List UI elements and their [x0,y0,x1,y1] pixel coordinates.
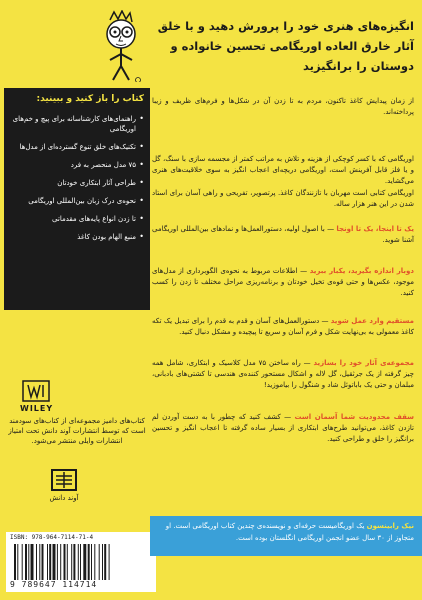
paragraph-text: — اطلاعات مربوط به نحوه‌ی الگوبرداری از مدل‌های موجود، عکس‌ها و حتی قوه‌ی تخیل خودتان و برنامه‌ریزی مراحل مختلف تا زدن را کسب کنید. [152,267,414,297]
paragraph-highlight: دوبار اندازه بگیرید، یکبار ببرید [309,267,414,275]
contents-list [10,114,144,250]
barcode-area [6,532,156,592]
list-item: • طراحی آثار ابتکاری خودتان [10,178,144,188]
paragraph [152,316,414,338]
contents-box-title: کتاب را باز کنید و ببینید: [36,94,144,104]
list-item: • تکنیک‌های خلق تنوع گسترده‌ای از مدل‌ها [10,142,144,152]
headline: انگیزه‌های هنری خود را پرورش دهید و با خلق آثار خارق العاده اوریگامی تحسین خانواده و دوستان را برانگیزید [157,19,414,73]
author-bio-text: یک اوریگامیست حرفه‌ای و نویسنده‌ی چندین کتاب اوریگامی است. او متجاوز از ۳۰ سال عضو انجمن اوریگامی انگلستان بوده است. [165,522,414,542]
author-bio [156,520,414,544]
paragraph-text: — راه ساختن ۷۵ مدل کلاسیک و ابتکاری، شامل همه چیز گرفته از یک جرثقیل، گل لاله و اشکال مستحور کننده‌ی هندسی تا کشتی‌های بادبانی، مبلمان و حتی یک باباتوئل شاد و شنگول را بیاموزید! [152,359,414,389]
paragraph [152,154,414,187]
list-item: • ۷۵ مدل منحصر به فرد [10,160,144,170]
publisher-logo-icon [50,468,78,492]
publisher-logo-label: آوند دانش [49,494,79,502]
paragraph-highlight: مجموعه‌ی آثار خود را بسازید [313,359,415,367]
paragraph-highlight: مستقیم وارد عمل شوید [330,317,414,325]
wiley-logo-icon [22,380,50,402]
paragraph-highlight: یک تا اینجا، یک تا اونجا [336,225,414,233]
paragraph-text: — کشف کنید که چطور با به دست آوردن لم تازدن کاغذ، می‌توانید طرح‌های ابتکاری از بسیار ساده گرفته تا اعجاب انگیز و تحسین برانگیز را خلق و طراحی کنید. [152,413,414,443]
paragraph-text: از زمان پیدایش کاغذ تاکنون، مردم به تا زدن آن در شکل‌ها و فرم‌های ظریف و زیبا پرداخته‌اند. [152,97,414,116]
contents-box [4,88,150,310]
paragraph [152,96,414,118]
right-panel [150,0,422,600]
paragraph-text: اوریگامی کتابی است مهربان با تازنندگان کاغذ. پرتصویر، تفریحی و راهی آسان برای استاد شدن در این هنر هزار ساله. [152,189,414,208]
list-item: • نحوه‌ی درک زبان بین‌المللی اوریگامی [10,196,144,206]
dummies-mascot-icon [96,10,144,82]
publisher-note: کتاب‌های دامیز مجموعه‌ای از کتاب‌های سودمند است که توسط انتشارات آوند دانش تحت امتیاز انتشارات وایلی منتشر می‌شود. [8,417,146,445]
paragraph [152,224,414,246]
left-panel [0,0,150,600]
paragraph [152,266,414,299]
paragraph-text: — با اصول اولیه، دستورالعمل‌ها و نمادهای بین‌المللی اوریگامی آشنا شوید. [152,225,414,244]
paragraph-text: — دستورالعمل‌های آسان و قدم به قدم را برای تبدیل یک تکه کاغذ معمولی به بی‌نهایت شکل و فرم آسان و سریع تا پیچیده و مشکل دنبال کنید. [152,317,414,336]
barcode-icon [12,544,150,580]
list-item: • تا زدن انواع پایه‌های مقدماتی [10,214,144,224]
paragraph [152,358,414,391]
wiley-wordmark: WILEY [20,404,54,413]
list-item: • راهنمای‌های کارشناسانه برای پیچ و خم‌های اوریگامی [10,114,144,134]
isbn-text: ISBN: 978-964-7114-71-4 [10,534,94,541]
list-item: • منبع الهام بودن کاغذ [10,232,144,242]
paragraph [152,188,414,210]
author-bar [150,516,422,556]
barcode-digits: 9 789647 114714 [10,580,98,589]
paragraph [152,412,414,445]
paragraph-highlight: سقف محدودیت شما آسمان است [294,413,414,421]
author-name: نیک رابینسون [366,522,414,530]
paragraph-text: اوریگامی که با کسر کوچکی از هزینه و تلاش به مراتب کمتر از مجسمه سازی با سنگ، گل و یا فلز قابل آفرینش است، اوریگامی دریچه‌ای اعجاب انگیز به سوی خلاقیت‌های هنری می‌گشاید. [152,155,414,185]
